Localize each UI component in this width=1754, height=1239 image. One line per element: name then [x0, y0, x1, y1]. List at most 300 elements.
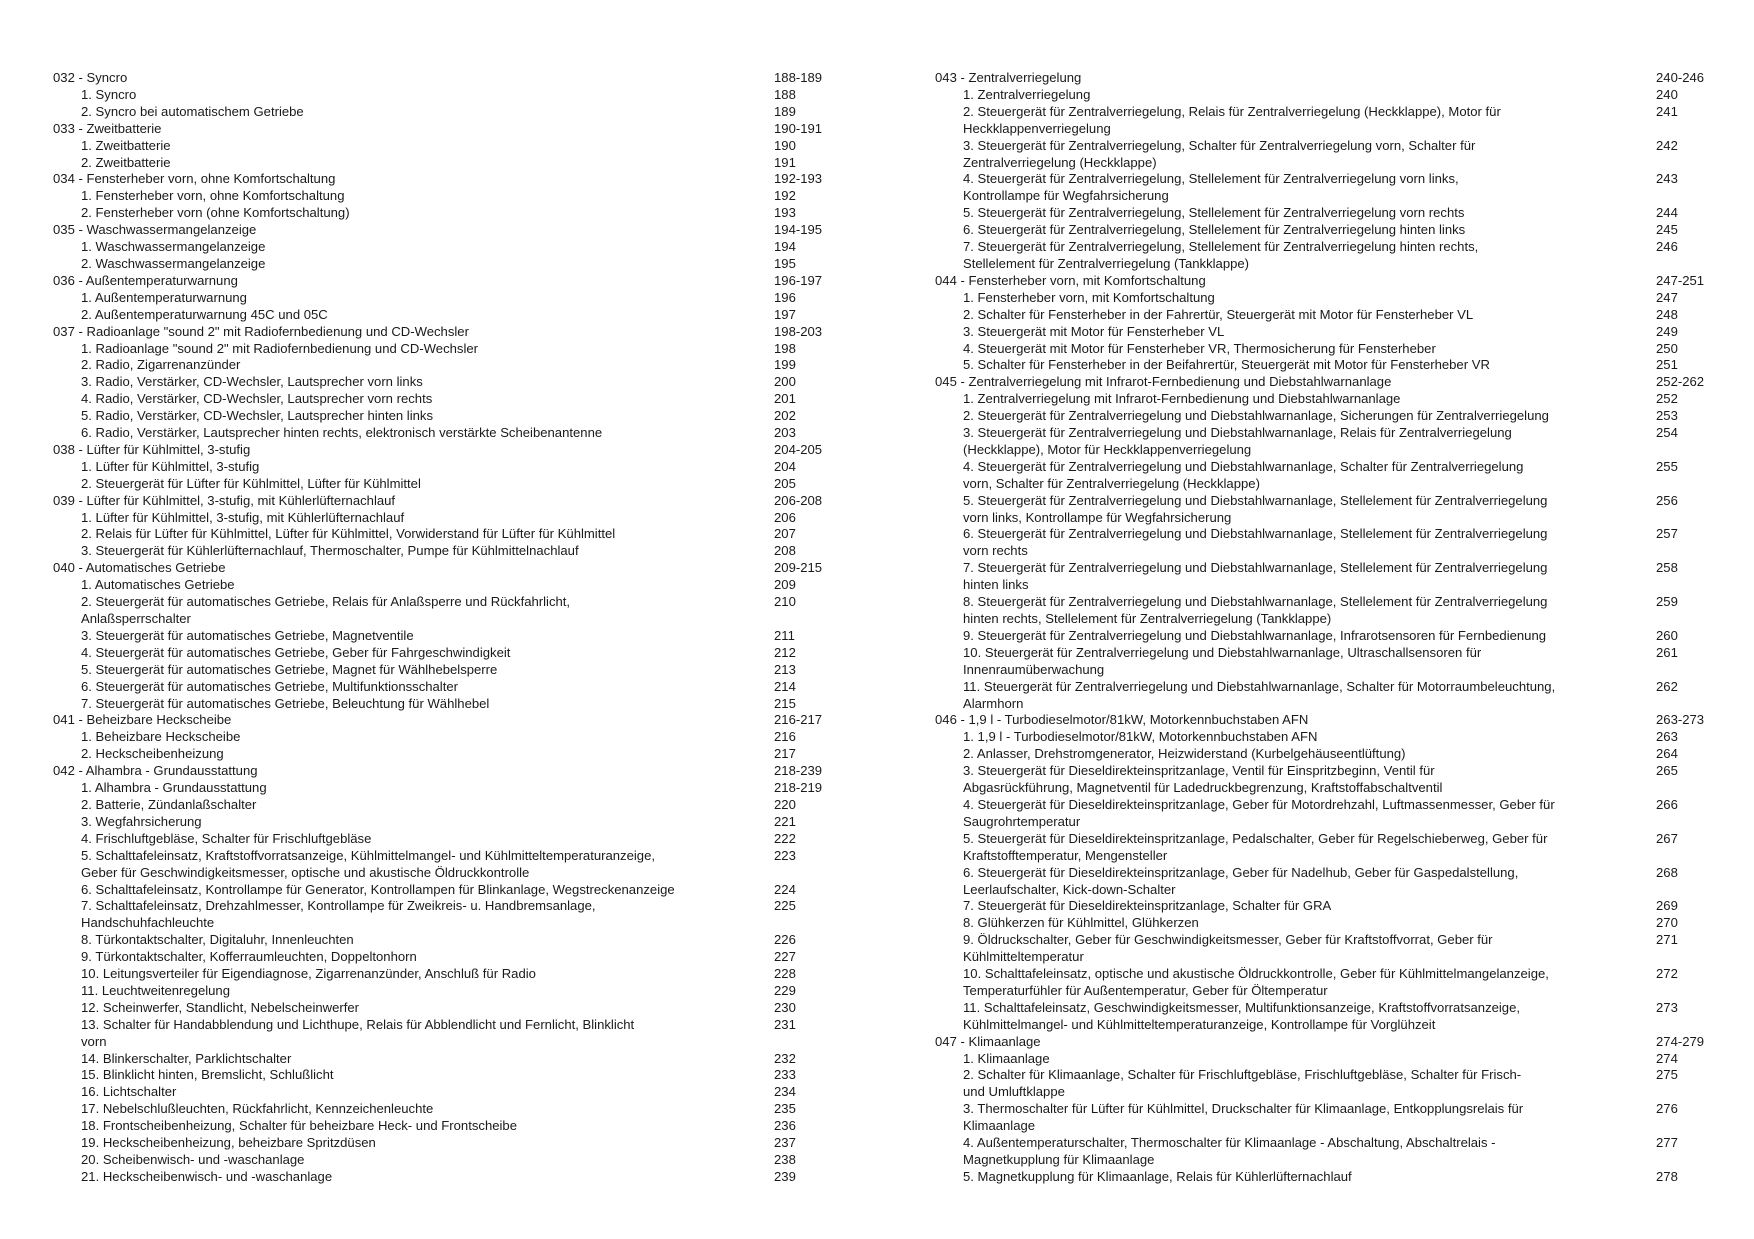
toc-entry-title: 9. Steuergerät für Zentralverriegelung und Diebstahlwarnanlage, Infrarotsensoren für Fernbedienung	[963, 627, 1547, 643]
toc-entry-title: 5. Steuergerät für automatisches Getriebe, Magnet für Wählhebelsperre	[81, 661, 498, 677]
toc-item-entry	[935, 222, 1715, 239]
toc-page-number: 229	[774, 982, 796, 998]
toc-item-entry	[935, 932, 1715, 966]
toc-page-number: 196	[774, 289, 796, 305]
toc-entry-title: 4. Steuergerät für Zentralverriegelung, Stellelement für Zentralverriegelung vorn links,	[963, 171, 1459, 187]
toc-page-number: 225	[774, 898, 796, 914]
toc-chapter-entry	[935, 712, 1715, 729]
toc-page-number: 231	[774, 1016, 796, 1032]
toc-page-number: 213	[774, 661, 796, 677]
toc-entry-title: 6. Steuergerät für Zentralverriegelung, Stellelement für Zentralverriegelung hinten links	[963, 222, 1466, 238]
toc-item-entry	[53, 746, 833, 763]
toc-entry-title: 18. Frontscheibenheizung, Schalter für beheizbare Heck- und Frontscheibe	[81, 1118, 517, 1134]
toc-entry-title: 2. Syncro bei automatischem Getriebe	[81, 103, 304, 119]
toc-item-entry	[935, 1000, 1715, 1034]
toc-page-number: 233	[774, 1067, 796, 1083]
toc-page-number: 272	[1656, 966, 1678, 982]
toc-entry-title: Anlaßsperrschalter	[81, 611, 191, 626]
toc-entry-title: 4. Radio, Verstärker, CD-Wechsler, Lautsprecher vorn rechts	[81, 391, 433, 407]
toc-entry-title: Klimaanlage	[963, 1118, 1036, 1134]
toc-item-entry	[53, 797, 833, 814]
toc-entry-title: hinten rechts, Stellelement für Zentralverriegelung (Tankklappe)	[963, 611, 1332, 626]
toc-page-number: 238	[774, 1152, 796, 1167]
toc-item-entry	[53, 510, 833, 527]
toc-page-number: 232	[774, 1050, 796, 1066]
toc-page-number: 214	[774, 678, 796, 694]
toc-page-number: 235	[774, 1101, 796, 1117]
toc-page-number: 220	[774, 796, 796, 812]
toc-entry-title: 6. Steuergerät für Dieseldirekteinspritzanlage, Geber für Nadelhub, Geber für Gaspedalstellung,	[963, 864, 1519, 880]
toc-item-entry	[53, 155, 833, 172]
toc-page-number: 198	[774, 340, 796, 356]
toc-item-entry	[53, 408, 833, 425]
toc-page-number: 192-193	[774, 171, 823, 187]
toc-item-entry	[53, 1169, 833, 1186]
toc-chapter-entry	[53, 763, 833, 780]
toc-entry-title: 2. Relais für Lüfter für Kühlmittel, Lüfter für Kühlmittel, Vorwiderstand für Lüfter für Kühlmittel	[81, 526, 616, 542]
toc-page-number: 248	[1656, 306, 1678, 322]
toc-entry-title: 1. Außentemperaturwarnung	[81, 289, 247, 305]
toc-page-number: 194-195	[774, 222, 823, 238]
toc-entry-title: Leerlaufschalter, Kick-down-Schalter	[963, 881, 1176, 897]
toc-entry-title: 4. Außentemperaturschalter, Thermoschalter für Klimaanlage - Abschaltung, Abschaltrelais -	[963, 1135, 1496, 1151]
toc-entry-title: Magnetkupplung für Klimaanlage	[963, 1152, 1155, 1167]
toc-entry-title: Temperaturfühler für Außentemperatur, Geber für Öltemperatur	[963, 982, 1328, 998]
toc-page-number: 230	[774, 999, 796, 1015]
toc-entry-title: Kontrollampe für Wegfahrsicherung	[963, 188, 1169, 204]
toc-item-entry	[53, 662, 833, 679]
toc-entry-title: 1. Zweitbatterie	[81, 137, 171, 153]
toc-entry-title: 1. Zentralverriegelung	[963, 86, 1091, 102]
toc-entry-title: 10. Schalttafeleinsatz, optische und akustische Öldruckkontrolle, Geber für Kühlmittelmangelanzeige,	[963, 966, 1549, 982]
toc-item-entry	[935, 324, 1715, 341]
toc-page-number: 242	[1656, 137, 1678, 153]
toc-entry-title: 2. Heckscheibenheizung	[81, 746, 224, 762]
toc-page-number: 236	[774, 1118, 796, 1134]
toc-entry-title: 11. Schalttafeleinsatz, Geschwindigkeitsmesser, Multifunktionsanzeige, Kraftstoffvorratsanzeige,	[963, 999, 1521, 1015]
toc-item-entry	[935, 493, 1715, 527]
toc-page-number: 262	[1656, 678, 1678, 694]
toc-page-number: 246	[1656, 239, 1678, 255]
toc-page-number: 204-205	[774, 441, 823, 457]
toc-page-number: 252	[1656, 391, 1678, 407]
toc-item-entry	[53, 1084, 833, 1101]
toc-page-number: 192	[774, 188, 796, 204]
toc-page-number: 197	[774, 306, 796, 322]
toc-page-number: 269	[1656, 898, 1678, 914]
toc-item-entry	[53, 188, 833, 205]
toc-page-number: 270	[1656, 915, 1678, 931]
toc-item-entry	[53, 966, 833, 983]
toc-item-entry	[935, 628, 1715, 645]
toc-page-number: 207	[774, 526, 796, 542]
toc-chapter-entry	[935, 70, 1715, 87]
toc-page-number: 211	[774, 627, 795, 643]
toc-item-entry	[935, 87, 1715, 104]
toc-page-number: 263	[1656, 729, 1678, 745]
toc-page-number: 264	[1656, 746, 1678, 762]
toc-entry-title: 1. Automatisches Getriebe	[81, 577, 235, 593]
toc-entry-title: 1. Beheizbare Heckscheibe	[81, 729, 241, 745]
toc-entry-title: 034 - Fensterheber vorn, ohne Komfortschaltung	[53, 171, 336, 187]
toc-entry-title: 11. Steuergerät für Zentralverriegelung und Diebstahlwarnanlage, Schalter für Motorraumbeleuchtung,	[963, 678, 1556, 694]
toc-page-number: 227	[774, 949, 796, 965]
toc-entry-title: 4. Steuergerät mit Motor für Fensterheber VR, Thermosicherung für Fensterheber	[963, 340, 1436, 356]
toc-chapter-entry	[935, 374, 1715, 391]
toc-entry-title: Heckklappenverriegelung	[963, 120, 1111, 136]
toc-entry-title: 2. Außentemperaturwarnung 45C und 05C	[81, 306, 328, 322]
toc-page-number: 202	[774, 408, 796, 424]
toc-page-number: 274	[1656, 1050, 1678, 1066]
toc-chapter-entry	[53, 442, 833, 459]
toc-page-number: 237	[774, 1135, 796, 1151]
toc-page-number: 240-246	[1656, 70, 1705, 85]
toc-column-left	[53, 70, 833, 1186]
toc-item-entry	[53, 138, 833, 155]
toc-entry-title: 2. Radio, Zigarrenanzünder	[81, 357, 241, 373]
toc-entry-title: 6. Steuergerät für Zentralverriegelung und Diebstahlwarnanlage, Stellelement für Zentralverriegelung	[963, 526, 1548, 542]
toc-page-number: 224	[774, 881, 796, 897]
toc-entry-title: vorn	[81, 1033, 107, 1049]
toc-entry-title: 1. Waschwassermangelanzeige	[81, 239, 266, 255]
toc-page-number: 201	[774, 391, 796, 407]
toc-item-entry	[53, 1101, 833, 1118]
toc-item-entry	[53, 898, 833, 932]
toc-entry-title: 1. Klimaanlage	[963, 1050, 1050, 1066]
toc-entry-title: 042 - Alhambra - Grundausstattung	[53, 763, 258, 779]
toc-entry-title: 4. Frischluftgebläse, Schalter für Frischluftgebläse	[81, 830, 372, 846]
toc-entry-title: 2. Steuergerät für Zentralverriegelung, Relais für Zentralverriegelung (Heckklappe), Motor für	[963, 103, 1501, 119]
toc-page-number: 277	[1656, 1135, 1678, 1151]
toc-entry-title: 2. Steuergerät für Zentralverriegelung und Diebstahlwarnanlage, Sicherungen für Zentralverriegelung	[963, 408, 1549, 424]
toc-page-number: 259	[1656, 594, 1678, 610]
toc-item-entry	[53, 729, 833, 746]
toc-entry-title: und Umluftklappe	[963, 1084, 1065, 1100]
toc-entry-title: 040 - Automatisches Getriebe	[53, 560, 226, 576]
toc-entry-title: 3. Steuergerät für automatisches Getriebe, Magnetventile	[81, 627, 414, 643]
toc-item-entry	[935, 1067, 1715, 1101]
toc-entry-title: 8. Glühkerzen für Kühlmittel, Glühkerzen	[963, 915, 1199, 931]
toc-page-number: 244	[1656, 205, 1678, 221]
toc-entry-title: 041 - Beheizbare Heckscheibe	[53, 712, 232, 728]
toc-entry-title: 1. Fensterheber vorn, ohne Komfortschaltung	[81, 188, 345, 204]
toc-entry-title: 2. Anlasser, Drehstromgenerator, Heizwiderstand (Kurbelgehäuseentlüftung)	[963, 746, 1406, 762]
toc-item-entry	[53, 882, 833, 899]
toc-item-entry	[53, 341, 833, 358]
toc-page-number: 256	[1656, 492, 1678, 508]
toc-entry-title: 7. Steuergerät für Zentralverriegelung, Stellelement für Zentralverriegelung hinten rechts,	[963, 239, 1479, 255]
toc-chapter-entry	[53, 560, 833, 577]
toc-entry-title: 5. Steuergerät für Zentralverriegelung und Diebstahlwarnanlage, Stellelement für Zentralverriegelung	[963, 492, 1548, 508]
toc-entry-title: 1. 1,9 l - Turbodieselmotor/81kW, Motorkennbuchstaben AFN	[963, 729, 1318, 745]
toc-entry-title: 044 - Fensterheber vorn, mit Komfortschaltung	[935, 272, 1206, 288]
toc-page-number: 204	[774, 458, 796, 474]
toc-page-number: 261	[1656, 644, 1678, 660]
toc-item-entry	[53, 425, 833, 442]
toc-page-number: 274-279	[1656, 1033, 1705, 1049]
toc-page-number: 215	[774, 695, 796, 711]
toc-page-number: 250	[1656, 340, 1678, 356]
toc-chapter-entry	[53, 121, 833, 138]
toc-entry-title: 3. Steuergerät mit Motor für Fensterheber VL	[963, 323, 1225, 339]
toc-page-number: 278	[1656, 1168, 1678, 1184]
toc-page-number: 228	[774, 966, 796, 982]
toc-page-number: 193	[774, 205, 796, 221]
toc-entry-title: 2. Batterie, Zündanlaßschalter	[81, 796, 257, 812]
toc-page-number: 252-262	[1656, 374, 1705, 390]
toc-entry-title: 5. Steuergerät für Zentralverriegelung, Stellelement für Zentralverriegelung vorn rechts	[963, 205, 1465, 221]
toc-entry-title: 046 - 1,9 l - Turbodieselmotor/81kW, Motorkennbuchstaben AFN	[935, 712, 1309, 728]
toc-page-number: 249	[1656, 323, 1678, 339]
toc-page-number: 253	[1656, 408, 1678, 424]
toc-page-number: 265	[1656, 763, 1678, 779]
toc-entry-title: 6. Steuergerät für automatisches Getriebe, Multifunktionsschalter	[81, 678, 458, 694]
toc-page-number: 251	[1656, 357, 1678, 373]
toc-item-entry	[53, 205, 833, 222]
toc-entry-title: 2. Steuergerät für Lüfter für Kühlmittel, Lüfter für Kühlmittel	[81, 475, 421, 491]
toc-entry-title: 043 - Zentralverriegelung	[935, 70, 1082, 85]
toc-item-entry	[935, 459, 1715, 493]
toc-entry-title: 2. Steuergerät für automatisches Getriebe, Relais für Anlaßsperre und Rückfahrlicht,	[81, 594, 571, 610]
toc-chapter-entry	[53, 712, 833, 729]
toc-entry-title: 032 - Syncro	[53, 70, 128, 85]
toc-item-entry	[935, 966, 1715, 1000]
toc-entry-title: 1. Zentralverriegelung mit Infrarot-Fernbedienung und Diebstahlwarnanlage	[963, 391, 1401, 407]
toc-entry-title: 5. Radio, Verstärker, CD-Wechsler, Lautsprecher hinten links	[81, 408, 433, 424]
toc-entry-title: 2. Fensterheber vorn (ohne Komfortschaltung)	[81, 205, 350, 221]
toc-page-number: 217	[774, 746, 796, 762]
toc-item-entry	[53, 679, 833, 696]
toc-entry-title: 4. Steuergerät für Zentralverriegelung und Diebstahlwarnanlage, Schalter für Zentralverriegelung	[963, 458, 1524, 474]
toc-item-entry	[935, 290, 1715, 307]
toc-entry-title: 037 - Radioanlage "sound 2" mit Radiofernbedienung und CD-Wechsler	[53, 323, 469, 339]
toc-item-entry	[935, 138, 1715, 172]
toc-entry-title: 11. Leuchtweitenregelung	[81, 982, 230, 998]
toc-item-entry	[53, 374, 833, 391]
toc-entry-title: 7. Steuergerät für automatisches Getriebe, Beleuchtung für Wählhebel	[81, 695, 490, 711]
toc-entry-title: 1. Lüfter für Kühlmittel, 3-stufig, mit Kühlerlüfternachlauf	[81, 509, 405, 525]
toc-entry-title: 047 - Klimaanlage	[935, 1033, 1041, 1049]
toc-entry-title: Geber für Geschwindigkeitsmesser, optische und akustische Öldruckkontrolle	[81, 864, 530, 880]
toc-page-number: 188	[774, 86, 796, 102]
toc-entry-title: vorn, Schalter für Zentralverriegelung (Heckklappe)	[963, 475, 1260, 491]
toc-entry-title: Kühlmitteltemperatur	[963, 949, 1084, 965]
toc-entry-title: 2. Waschwassermangelanzeige	[81, 255, 266, 271]
toc-item-entry	[935, 205, 1715, 222]
toc-item-entry	[53, 104, 833, 121]
toc-entry-title: 3. Radio, Verstärker, CD-Wechsler, Lautsprecher vorn links	[81, 374, 423, 390]
toc-page-number: 200	[774, 374, 796, 390]
toc-entry-title: 8. Türkontaktschalter, Digitaluhr, Innenleuchten	[81, 932, 354, 948]
toc-item-entry	[935, 104, 1715, 138]
toc-item-entry	[935, 645, 1715, 679]
toc-page-number: 247	[1656, 289, 1678, 305]
toc-entry-title: 5. Schalttafeleinsatz, Kraftstoffvorratsanzeige, Kühlmittelmangel- und Kühlmitteltemperaturanzeige,	[81, 847, 656, 863]
toc-entry-title: 5. Magnetkupplung für Klimaanlage, Relais für Kühlerlüfternachlauf	[963, 1168, 1352, 1184]
toc-item-entry	[53, 1017, 833, 1051]
toc-entry-title: 13. Schalter für Handabblendung und Lichthupe, Relais für Abblendlicht und Fernlicht, Blinklicht	[81, 1016, 635, 1032]
toc-page-number: 271	[1656, 932, 1678, 948]
toc-entry-title: Kraftstofftemperatur, Mengensteller	[963, 847, 1168, 863]
toc-item-entry	[53, 780, 833, 797]
toc-page-number: 267	[1656, 830, 1678, 846]
toc-entry-title: 9. Öldruckschalter, Geber für Geschwindigkeitsmesser, Geber für Kraftstoffvorrat, Geber für	[963, 932, 1493, 948]
toc-entry-title: 9. Türkontaktschalter, Kofferraumleuchten, Doppeltonhorn	[81, 949, 417, 965]
toc-page-number: 210	[774, 594, 796, 610]
toc-entry-title: 035 - Waschwassermangelanzeige	[53, 222, 257, 238]
toc-item-entry	[53, 526, 833, 543]
toc-entry-title: 1. Alhambra - Grundausstattung	[81, 780, 267, 796]
toc-item-entry	[53, 949, 833, 966]
toc-item-entry	[53, 831, 833, 848]
toc-item-entry	[935, 898, 1715, 915]
toc-item-entry	[935, 797, 1715, 831]
toc-page-number: 203	[774, 425, 796, 441]
toc-item-entry	[53, 357, 833, 374]
toc-item-entry	[53, 628, 833, 645]
toc-entry-title: 8. Steuergerät für Zentralverriegelung und Diebstahlwarnanlage, Stellelement für Zentralverriegelung	[963, 594, 1548, 610]
toc-page-number: 241	[1656, 103, 1678, 119]
toc-page-number: 206-208	[774, 492, 823, 508]
toc-item-entry	[53, 239, 833, 256]
toc-item-entry	[53, 577, 833, 594]
toc-entry-title: 21. Heckscheibenwisch- und -waschanlage	[81, 1168, 333, 1184]
toc-item-entry	[935, 865, 1715, 899]
toc-page-number: 257	[1656, 526, 1678, 542]
toc-entry-title: 2. Zweitbatterie	[81, 154, 171, 170]
toc-entry-title: 3. Steuergerät für Kühlerlüfternachlauf, Thermoschalter, Pumpe für Kühlmittelnachlauf	[81, 543, 579, 559]
toc-page-number: 190-191	[774, 120, 823, 136]
toc-item-entry	[53, 476, 833, 493]
toc-page-number: 268	[1656, 864, 1678, 880]
toc-item-entry	[935, 763, 1715, 797]
toc-item-entry	[935, 307, 1715, 324]
toc-entry-title: 6. Schalttafeleinsatz, Kontrollampe für Generator, Kontrollampen für Blinkanlage, Wegstreckenanzeige	[81, 881, 675, 897]
toc-page-number: 275	[1656, 1067, 1678, 1083]
toc-item-entry	[935, 425, 1715, 459]
toc-page-number: 254	[1656, 425, 1678, 441]
toc-entry-title: 3. Wegfahrsicherung	[81, 813, 202, 829]
toc-item-entry	[53, 1067, 833, 1084]
toc-entry-title: 10. Leitungsverteiler für Eigendiagnose, Zigarrenanzünder, Anschluß für Radio	[81, 966, 536, 982]
toc-entry-title: 12. Scheinwerfer, Standlicht, Nebelscheinwerfer	[81, 999, 360, 1015]
toc-page-number: 190	[774, 137, 796, 153]
toc-entry-title: 4. Steuergerät für Dieseldirekteinspritzanlage, Geber für Motordrehzahl, Luftmassenmesser, Geber für	[963, 796, 1555, 812]
toc-item-entry	[935, 1051, 1715, 1068]
toc-page-number: 188-189	[774, 70, 823, 85]
toc-page-number: 205	[774, 475, 796, 491]
toc-page-number: 245	[1656, 222, 1678, 238]
toc-entry-title: 16. Lichtschalter	[81, 1084, 177, 1100]
toc-item-entry	[53, 645, 833, 662]
toc-item-entry	[53, 307, 833, 324]
toc-entry-title: Innenraumüberwachung	[963, 661, 1105, 677]
toc-page-number: 222	[774, 830, 796, 846]
toc-item-entry	[935, 679, 1715, 713]
toc-entry-title: Stellelement für Zentralverriegelung (Tankklappe)	[963, 255, 1250, 271]
toc-item-entry	[53, 391, 833, 408]
toc-page-number: 216-217	[774, 712, 823, 728]
toc-entry-title: 3. Steuergerät für Zentralverriegelung und Diebstahlwarnanlage, Relais für Zentralverriegelung	[963, 425, 1512, 441]
toc-item-entry	[935, 171, 1715, 205]
toc-page-number: 206	[774, 509, 796, 525]
toc-item-entry	[53, 696, 833, 713]
toc-entry-title: 1. Fensterheber vorn, mit Komfortschaltung	[963, 289, 1215, 305]
toc-entry-title: 19. Heckscheibenheizung, beheizbare Spritzdüsen	[81, 1135, 376, 1151]
toc-page-number: 266	[1656, 796, 1678, 812]
toc-page-number: 243	[1656, 171, 1678, 187]
toc-entry-title: 4. Steuergerät für automatisches Getriebe, Geber für Fahrgeschwindigkeit	[81, 644, 511, 660]
toc-page-number: 273	[1656, 999, 1678, 1015]
toc-entry-title: 17. Nebelschlußleuchten, Rückfahrlicht, Kennzeichenleuchte	[81, 1101, 434, 1117]
toc-page-number: 276	[1656, 1101, 1678, 1117]
toc-page-number: 234	[774, 1084, 796, 1100]
toc-item-entry	[935, 1101, 1715, 1135]
toc-entry-title: 20. Scheibenwisch- und -waschanlage	[81, 1152, 305, 1167]
toc-item-entry	[53, 932, 833, 949]
toc-entry-title: 7. Steuergerät für Zentralverriegelung und Diebstahlwarnanlage, Stellelement für Zentralverriegelung	[963, 560, 1548, 576]
toc-entry-title: 038 - Lüfter für Kühlmittel, 3-stufig	[53, 441, 251, 457]
toc-page-number: 218-239	[774, 763, 823, 779]
toc-item-entry	[53, 459, 833, 476]
toc-entry-title: Handschuhfachleuchte	[81, 915, 215, 931]
toc-page-number: 223	[774, 847, 796, 863]
toc-entry-title: 036 - Außentemperaturwarnung	[53, 272, 238, 288]
toc-item-entry	[935, 1135, 1715, 1169]
toc-item-entry	[53, 1118, 833, 1135]
toc-entry-title: Abgasrückführung, Magnetventil für Ladedruckbegrenzung, Kraftstoffabschaltventil	[963, 780, 1443, 796]
toc-page-number: 191	[774, 154, 796, 170]
toc-page-number: 194	[774, 239, 796, 255]
toc-item-entry	[935, 831, 1715, 865]
toc-page-number: 255	[1656, 458, 1678, 474]
toc-item-entry	[935, 357, 1715, 374]
toc-item-entry	[53, 1051, 833, 1068]
toc-entry-title: 15. Blinklicht hinten, Bremslicht, Schlußlicht	[81, 1067, 334, 1083]
toc-entry-title: 045 - Zentralverriegelung mit Infrarot-Fernbedienung und Diebstahlwarnanlage	[935, 374, 1392, 390]
toc-item-entry	[935, 391, 1715, 408]
toc-column-right	[935, 70, 1715, 1186]
toc-item-entry	[53, 814, 833, 831]
toc-item-entry	[935, 1169, 1715, 1186]
toc-entry-title: 2. Schalter für Fensterheber in der Fahrertür, Steuergerät mit Motor für Fensterheber VL	[963, 306, 1474, 322]
toc-entry-title: vorn links, Kontrollampe für Wegfahrsicherung	[963, 509, 1232, 525]
toc-item-entry	[935, 526, 1715, 560]
toc-page-number: 195	[774, 255, 796, 271]
toc-chapter-entry	[935, 273, 1715, 290]
toc-entry-title: 3. Steuergerät für Dieseldirekteinspritzanlage, Ventil für Einspritzbeginn, Ventil für	[963, 763, 1435, 779]
toc-page-number: 209-215	[774, 560, 823, 576]
toc-page-number: 263-273	[1656, 712, 1705, 728]
toc-chapter-entry	[53, 273, 833, 290]
toc-entry-title: 039 - Lüfter für Kühlmittel, 3-stufig, mit Kühlerlüfternachlauf	[53, 492, 396, 508]
toc-entry-title: Alarmhorn	[963, 695, 1024, 711]
toc-page-number: 198-203	[774, 323, 823, 339]
toc-item-entry	[53, 594, 833, 628]
toc-item-entry	[935, 915, 1715, 932]
toc-entry-title: vorn rechts	[963, 543, 1028, 559]
toc-page-number: 258	[1656, 560, 1678, 576]
toc-page-number: 212	[774, 644, 796, 660]
toc-page-number: 247-251	[1656, 272, 1705, 288]
toc-item-entry	[935, 239, 1715, 273]
toc-page-number: 189	[774, 103, 796, 119]
toc-chapter-entry	[53, 70, 833, 87]
toc-entry-title: 14. Blinkerschalter, Parklichtschalter	[81, 1050, 292, 1066]
toc-item-entry	[53, 1135, 833, 1152]
toc-item-entry	[935, 341, 1715, 358]
toc-entry-title: Kühlmittelmangel- und Kühlmitteltemperaturanzeige, Kontrollampe für Vorglühzeit	[963, 1016, 1436, 1032]
